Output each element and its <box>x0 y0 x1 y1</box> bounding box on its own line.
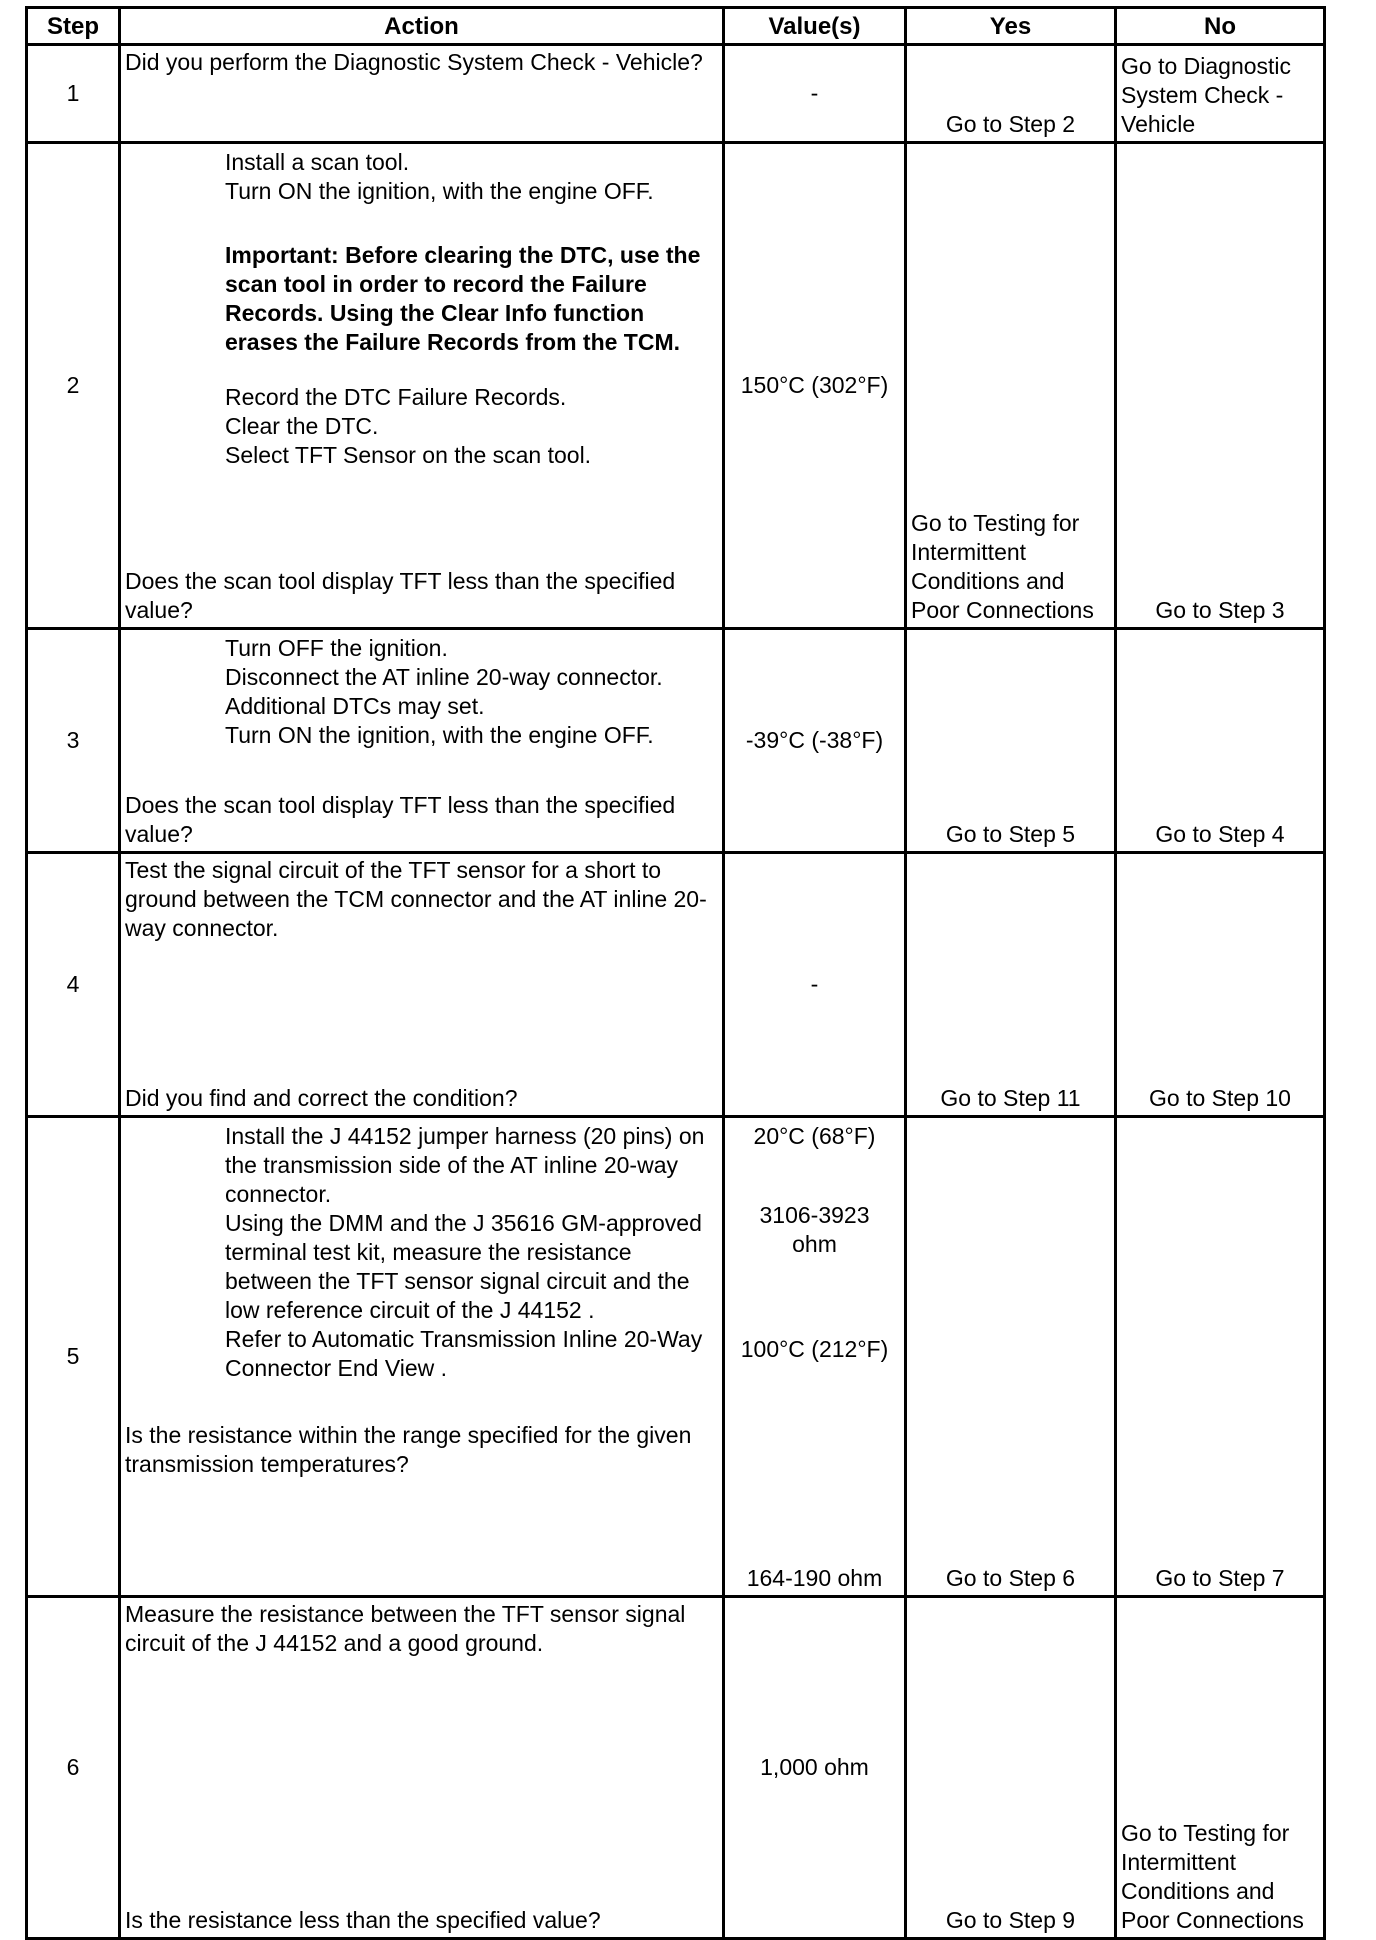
yes-link[interactable]: Go to Step 2 <box>945 111 1076 137</box>
action-step: Install a scan tool. <box>225 149 410 175</box>
yes-cell <box>906 45 1116 143</box>
step-number: 6 <box>27 1597 120 1939</box>
no-link[interactable]: Go to Step 10 <box>1149 1085 1291 1111</box>
table-row <box>27 45 1325 143</box>
no-link[interactable]: Go to Step 3 <box>1155 597 1285 623</box>
yes-link[interactable]: Go to Step 11 <box>940 1085 1081 1111</box>
header-step: Step <box>27 8 120 45</box>
action-question: Did you find and correct the condition? <box>125 1085 518 1111</box>
step-number: 2 <box>27 143 120 629</box>
yes-link[interactable]: Go to Step 5 <box>945 821 1076 847</box>
action-question: Does the scan tool display TFT less than the specified value? <box>125 568 676 623</box>
yes-cell <box>906 629 1116 853</box>
value-cell <box>724 1117 906 1597</box>
header-row <box>27 8 1325 45</box>
yes-cell <box>906 1597 1116 1939</box>
action-step: Refer to Automatic Transmission Inline 20-Way Connector End View . <box>225 1326 703 1381</box>
action-text: Measure the resistance between the TFT sensor signal circuit of the J 44152 and a good ground. <box>125 1601 686 1656</box>
no-link[interactable]: Go to Diagnostic System Check - Vehicle <box>1121 53 1292 137</box>
no-cell <box>1116 853 1325 1117</box>
action-step: Select TFT Sensor on the scan tool. <box>225 442 592 468</box>
value-cell: 150°C (302°F) <box>724 143 906 629</box>
action-text: Test the signal circuit of the TFT sensor for a short to ground between the TCM connector and the AT inline 20-way connector. <box>125 857 707 941</box>
action-step: Disconnect the AT inline 20-way connector. Additional DTCs may set. <box>225 664 663 719</box>
yes-cell <box>906 143 1116 629</box>
header-action: Action <box>120 8 724 45</box>
yes-link[interactable]: Go to Step 6 <box>945 1565 1076 1591</box>
diagnostic-table <box>25 6 1326 1940</box>
important-note: Important: Before clearing the DTC, use the scan tool in order to record the Failure Records. Using the Clear Info function erases the Failure Records from the TCM. <box>225 242 701 355</box>
action-question: Is the resistance less than the specified value? <box>125 1907 601 1933</box>
action-step: Record the DTC Failure Records. <box>225 384 567 410</box>
header-yes: Yes <box>906 8 1116 45</box>
action-step: Turn OFF the ignition. <box>225 635 448 661</box>
no-link[interactable]: Go to Testing for Intermittent Conditions and Poor Connections <box>1121 1820 1304 1933</box>
action-text: Did you perform the Diagnostic System Check - Vehicle? <box>125 49 703 75</box>
value-resistance: 3106-3923 ohm <box>759 1202 870 1257</box>
header-values: Value(s) <box>724 8 906 45</box>
header-no: No <box>1116 8 1325 45</box>
yes-cell <box>906 853 1116 1117</box>
action-step: Turn ON the ignition, with the engine OFF. <box>225 178 654 204</box>
yes-link[interactable]: Go to Step 9 <box>945 1907 1076 1933</box>
action-cell <box>120 853 724 1117</box>
action-step: Clear the DTC. <box>225 413 379 439</box>
step-number: 4 <box>27 853 120 1117</box>
value-temp: 20°C (68°F) <box>753 1123 876 1149</box>
action-question: Does the scan tool display TFT less than the specified value? <box>125 792 676 847</box>
action-cell <box>120 1117 724 1597</box>
yes-link[interactable]: Go to Testing for Intermittent Conditions and Poor Connections <box>911 510 1094 623</box>
step-number: 5 <box>27 1117 120 1597</box>
table-row <box>27 1597 1325 1939</box>
step-number: 3 <box>27 629 120 853</box>
no-cell <box>1116 1117 1325 1597</box>
action-step: Using the DMM and the J 35616 GM-approved terminal test kit, measure the resistance between the TFT sensor signal circuit and the low reference circuit of the J 44152 . <box>225 1210 702 1323</box>
value-cell: 1,000 ohm <box>724 1597 906 1939</box>
step-number: 1 <box>27 45 120 143</box>
action-cell <box>120 143 724 629</box>
action-cell <box>120 45 724 143</box>
yes-cell <box>906 1117 1116 1597</box>
action-step: Install the J 44152 jumper harness (20 pins) on the transmission side of the AT inline 20-way connector. <box>225 1123 705 1207</box>
no-cell <box>1116 1597 1325 1939</box>
no-link[interactable]: Go to Step 7 <box>1155 1565 1285 1591</box>
no-cell <box>1116 143 1325 629</box>
action-cell <box>120 629 724 853</box>
no-cell <box>1116 45 1325 143</box>
value-cell: -39°C (-38°F) <box>724 629 906 853</box>
table-row <box>27 853 1325 1117</box>
action-question: Is the resistance within the range specified for the given transmission temperatures? <box>125 1422 692 1477</box>
no-cell <box>1116 629 1325 853</box>
value-temp: 100°C (212°F) <box>740 1336 889 1362</box>
value-cell: - <box>724 853 906 1117</box>
table-row <box>27 143 1325 629</box>
table-row <box>27 1117 1325 1597</box>
value-cell: - <box>724 45 906 143</box>
table-row <box>27 629 1325 853</box>
action-step: Turn ON the ignition, with the engine OFF. <box>225 722 654 748</box>
value-resistance: 164-190 ohm <box>746 1565 883 1591</box>
no-link[interactable]: Go to Step 4 <box>1155 821 1285 847</box>
action-cell <box>120 1597 724 1939</box>
